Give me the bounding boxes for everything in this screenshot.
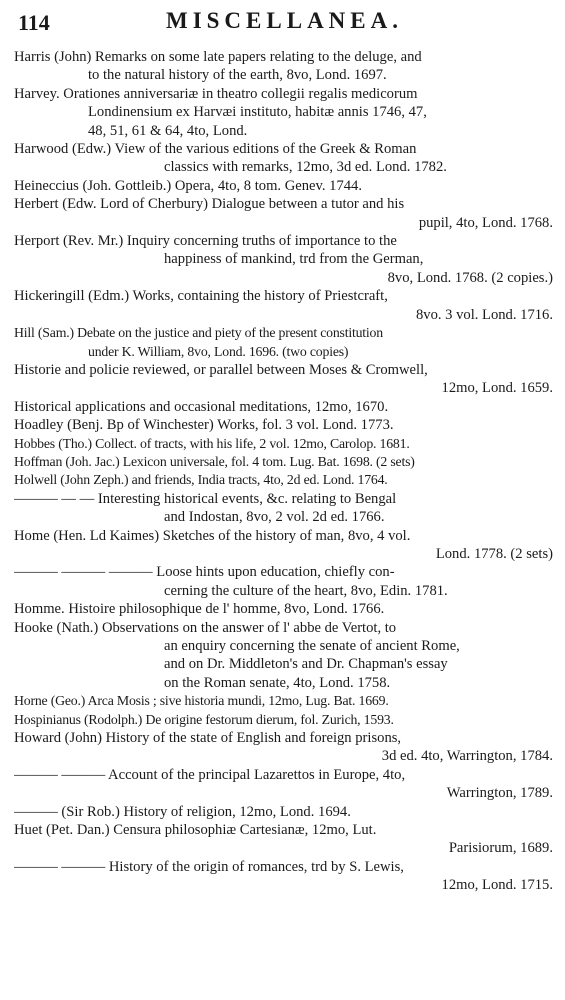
- catalogue-entry: [14, 729, 555, 766]
- entry-line: and on Dr. Middleton's and Dr. Chapman's essay: [164, 656, 448, 673]
- entry-line: Hooke (Nath.) Observations on the answer of l' abbe de Vertot, to: [14, 619, 397, 636]
- catalogue-entry: [14, 858, 555, 895]
- catalogue-entry: [14, 619, 555, 693]
- entry-line: Parisiorum, 1689.: [448, 840, 553, 857]
- catalogue-entry: [14, 821, 555, 858]
- entry-line: ——— ——— ——— Loose hints upon education, chiefly con-: [14, 564, 395, 581]
- entry-line: Heineccius (Joh. Gottleib.) Opera, 4to, 8 tom. Genev. 1744.: [14, 177, 363, 194]
- entry-line: an enquiry concerning the senate of ancient Rome,: [164, 638, 460, 654]
- entry-line: Horne (Geo.) Arca Mosis ; sive historia mundi, 12mo, Lug. Bat. 1669.: [14, 693, 389, 709]
- catalogue-entry: [14, 435, 555, 453]
- catalogue-entry: [14, 527, 555, 564]
- catalogue-entry: [14, 471, 555, 489]
- entry-line: Harwood (Edw.) View of the various editions of the Greek & Roman: [14, 141, 417, 158]
- entry-line: ——— (Sir Rob.) History of religion, 12mo, Lond. 1694.: [14, 803, 351, 820]
- catalogue-entry: [14, 803, 555, 821]
- entry-line: Historical applications and occasional meditations, 12mo, 1670.: [14, 398, 389, 415]
- entry-line: Huet (Pet. Dan.) Censura philosophiæ Cartesianæ, 12mo, Lut.: [14, 822, 377, 839]
- entry-line: Hickeringill (Edm.) Works, containing the history of Priestcraft,: [14, 288, 388, 305]
- catalogue-entry: [14, 195, 555, 232]
- catalogue-entry: [14, 324, 555, 361]
- entry-line: under K. William, 8vo, Lond. 1696. (two copies): [88, 343, 349, 359]
- entry-line: 48, 51, 61 & 64, 4to, Lond.: [88, 122, 248, 139]
- entry-line: happiness of mankind, trd from the German,: [164, 251, 424, 268]
- catalogue-entry: [14, 490, 555, 527]
- entry-line: Howard (John) History of the state of English and foreign prisons,: [14, 730, 402, 747]
- catalogue-entry: [14, 140, 555, 177]
- entry-line: Hoadley (Benj. Bp of Winchester) Works, fol. 3 vol. Lond. 1773.: [14, 417, 394, 434]
- catalogue-entry: [14, 232, 555, 287]
- entry-line: Londinensium ex Harvæi instituto, habitæ annis 1746, 47,: [88, 104, 427, 121]
- entry-line: cerning the culture of the heart, 8vo, Edin. 1781.: [164, 582, 448, 599]
- entry-line: Herbert (Edw. Lord of Cherbury) Dialogue between a tutor and his: [14, 196, 405, 213]
- entry-line: Hoffman (Joh. Jac.) Lexicon universale, fol. 4 tom. Lug. Bat. 1698. (2 sets): [14, 453, 415, 469]
- catalogue-entry: [14, 416, 555, 434]
- entry-line: Harvey. Orationes anniversariæ in theatro collegii regalis medicorum: [14, 85, 418, 102]
- entry-line: Hobbes (Tho.) Collect. of tracts, with his life, 2 vol. 12mo, Carolop. 1681.: [14, 435, 410, 451]
- entry-line: Herport (Rev. Mr.) Inquiry concerning truths of importance to the: [14, 233, 397, 250]
- entry-line: to the natural history of the earth, 8vo, Lond. 1697.: [88, 67, 387, 84]
- catalogue-entry: [14, 287, 555, 324]
- entry-line: 12mo, Lond. 1659.: [441, 380, 553, 397]
- entry-line: Holwell (John Zeph.) and friends, India tracts, 4to, 2d ed. Lond. 1764.: [14, 472, 388, 488]
- entry-line: Warrington, 1789.: [446, 785, 553, 802]
- catalogue-entry: [14, 48, 555, 85]
- entry-line: pupil, 4to, Lond. 1768.: [418, 214, 553, 231]
- catalogue-entry: [14, 453, 555, 471]
- page-header: [14, 8, 555, 44]
- entry-line: and Indostan, 8vo, 2 vol. 2d ed. 1766.: [164, 509, 385, 526]
- catalogue-entry: [14, 563, 555, 600]
- catalogue-entry: [14, 85, 555, 140]
- running-title: MISCELLANEA.: [165, 8, 403, 33]
- catalogue-entry: [14, 766, 555, 803]
- entry-line: Harris (John) Remarks on some late papers relating to the deluge, and: [14, 49, 422, 65]
- page-number: 114: [18, 10, 50, 35]
- catalogue-entry: [14, 398, 555, 416]
- catalogue-entry: [14, 361, 555, 398]
- entry-line: Lond. 1778. (2 sets): [435, 545, 553, 562]
- entry-line: on the Roman senate, 4to, Lond. 1758.: [164, 674, 391, 691]
- entry-line: Homme. Histoire philosophique de l' homme, 8vo, Lond. 1766.: [14, 601, 385, 618]
- entry-line: 3d ed. 4to, Warrington, 1784.: [381, 748, 553, 765]
- entry-line: Historie and policie reviewed, or parallel between Moses & Cromwell,: [14, 361, 428, 378]
- entry-line: 8vo. 3 vol. Lond. 1716.: [415, 306, 553, 323]
- catalogue-entry: [14, 600, 555, 618]
- entry-line: ——— ——— History of the origin of romances, trd by S. Lewis,: [14, 858, 404, 875]
- entry-line: ——— — — Interesting historical events, &c. relating to Bengal: [14, 490, 397, 507]
- catalogue-entry: [14, 692, 555, 710]
- entry-line: classics with remarks, 12mo, 3d ed. Lond. 1782.: [164, 159, 447, 176]
- entry-line: 8vo, Lond. 1768. (2 copies.): [387, 269, 553, 286]
- catalogue-entry: [14, 711, 555, 729]
- entry-line: ——— ——— Account of the principal Lazarettos in Europe, 4to,: [14, 766, 406, 783]
- catalogue-entry: [14, 177, 555, 195]
- entry-line: Hill (Sam.) Debate on the justice and piety of the present constitution: [14, 325, 383, 341]
- entry-line: Hospinianus (Rodolph.) De origine festorum dierum, fol. Zurich, 1593.: [14, 711, 394, 727]
- entry-line: Home (Hen. Ld Kaimes) Sketches of the history of man, 8vo, 4 vol.: [14, 527, 411, 544]
- entry-line: 12mo, Lond. 1715.: [441, 877, 553, 894]
- catalogue-entries: [14, 48, 555, 895]
